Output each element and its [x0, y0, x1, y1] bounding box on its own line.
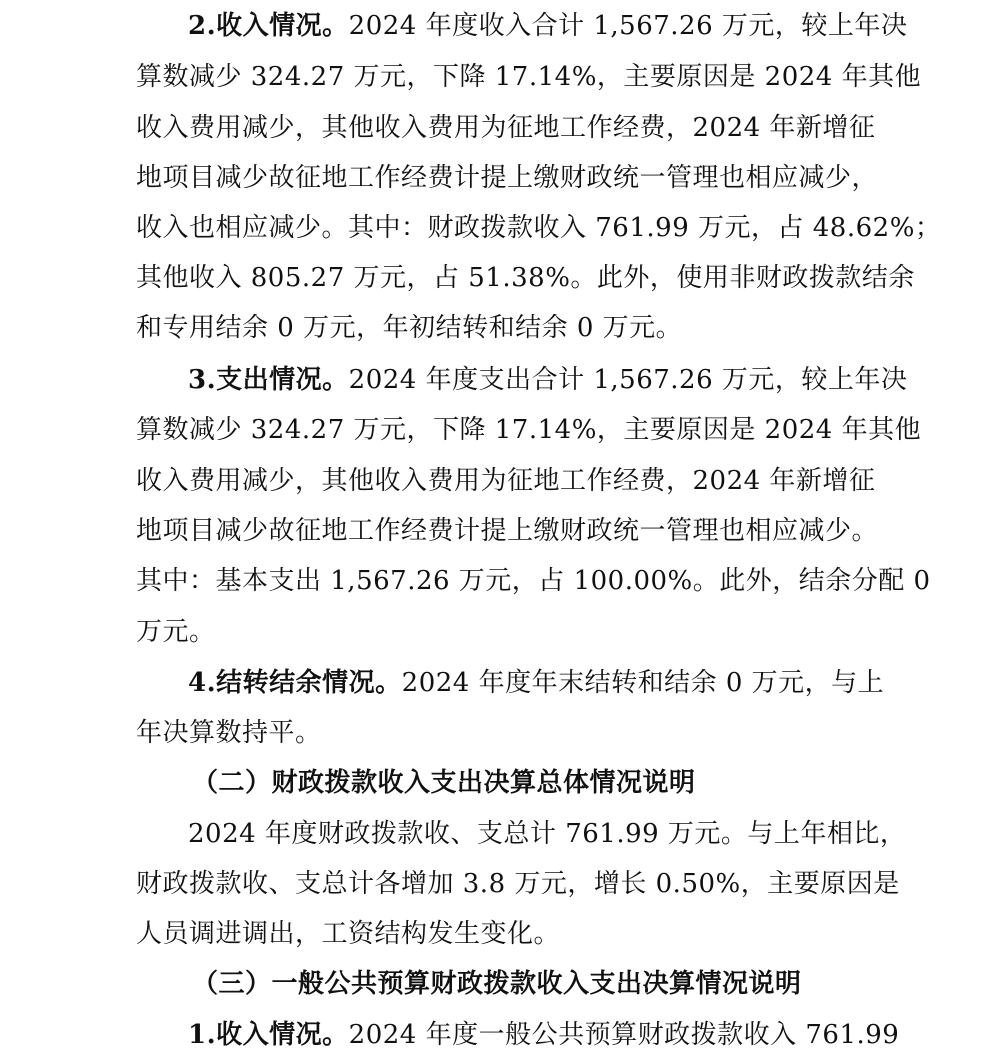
- paragraph-expense-line-1: 3.支出情况。2024 年度支出合计 1,567.26 万元，较上年决: [188, 365, 908, 395]
- paragraph-fiscal-line-1: 2024 年度财政拨款收、支总计 761.99 万元。与上年相比，: [188, 819, 907, 849]
- heading-expense: 3.支出情况。: [188, 365, 349, 395]
- paragraph-income-line-1: 2.收入情况。2024 年度收入合计 1,567.26 万元，较上年决: [188, 11, 908, 41]
- heading-general-income: 1.收入情况。: [188, 1020, 349, 1050]
- paragraph-carryover-line-2: 年决算数持平。: [136, 718, 322, 748]
- section-heading-2: （二）财政拨款收入支出决算总体情况说明: [192, 768, 696, 798]
- paragraph-fiscal-line-2: 财政拨款收、支总计各增加 3.8 万元，增长 0.50%，主要原因是: [136, 869, 900, 899]
- paragraph-income-line-5: 收入也相应减少。其中：财政拨款收入 761.99 万元，占 48.62%；: [136, 213, 942, 243]
- paragraph-expense-line-2: 算数减少 324.27 万元，下降 17.14%，主要原因是 2024 年其他: [136, 415, 922, 445]
- section-heading-3: （三）一般公共预算财政拨款收入支出决算情况说明: [192, 969, 802, 999]
- paragraph-income-line-4: 地项目减少故征地工作经费计提上缴财政统一管理也相应减少，: [136, 163, 879, 193]
- heading-carryover: 4.结转结余情况。: [188, 668, 402, 698]
- paragraph-income-line-2: 算数减少 324.27 万元，下降 17.14%，主要原因是 2024 年其他: [136, 62, 922, 92]
- paragraph-income-line-7: 和专用结余 0 万元，年初结转和结余 0 万元。: [136, 313, 683, 343]
- heading-income: 2.收入情况。: [188, 11, 349, 41]
- paragraph-expense-line-3: 收入费用减少，其他收入费用为征地工作经费，2024 年新增征: [136, 466, 876, 496]
- paragraph-income-line-6: 其他收入 805.27 万元，占 51.38%。此外，使用非财政拨款结余: [136, 263, 915, 293]
- paragraph-expense-line-6: 万元。: [136, 617, 216, 647]
- paragraph-expense-line-5: 其中：基本支出 1,567.26 万元，占 100.00%。此外，结余分配 0: [136, 566, 931, 596]
- paragraph-carryover-line-1: 4.结转结余情况。2024 年度年末结转和结余 0 万元，与上: [188, 668, 885, 698]
- paragraph-fiscal-line-3: 人员调进调出，工资结构发生变化。: [136, 919, 561, 949]
- paragraph-general-income-line-1: 1.收入情况。2024 年度一般公共预算财政拨款收入 761.99: [188, 1020, 900, 1050]
- paragraph-income-line-3: 收入费用减少，其他收入费用为征地工作经费，2024 年新增征: [136, 113, 876, 143]
- paragraph-expense-line-4: 地项目减少故征地工作经费计提上缴财政统一管理也相应减少。: [136, 516, 879, 546]
